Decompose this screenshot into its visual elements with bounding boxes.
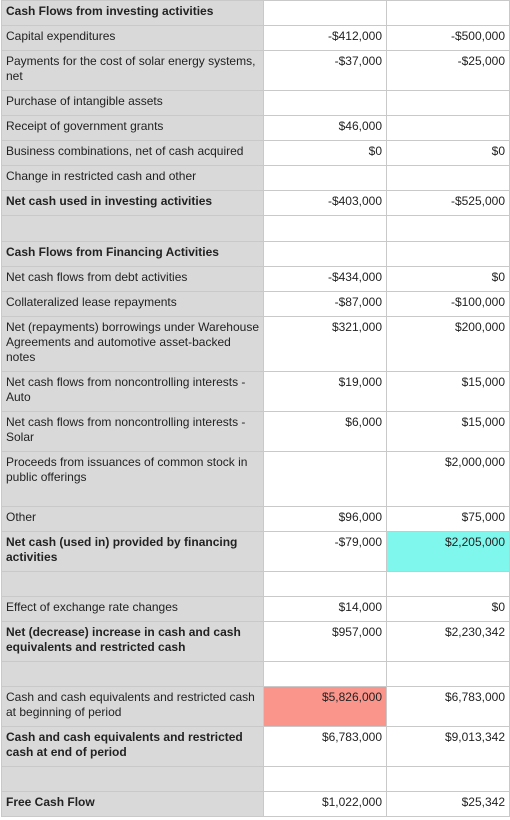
value-cell-col2[interactable]: -$500,000 — [387, 26, 510, 51]
value-cell-col2[interactable]: $15,000 — [387, 372, 510, 412]
table-row — [2, 317, 510, 372]
row-label-cell[interactable]: Payments for the cost of solar energy systems, net — [2, 51, 264, 91]
value-cell-col2[interactable]: $200,000 — [387, 317, 510, 372]
row-label-cell[interactable]: Net cash used in investing activities — [2, 191, 264, 216]
value-cell-col1[interactable]: -$434,000 — [264, 267, 387, 292]
row-label-cell[interactable]: Net (decrease) increase in cash and cash equivalents and restricted cash — [2, 622, 264, 662]
row-label-cell[interactable]: Purchase of intangible assets — [2, 91, 264, 116]
value-cell-col1[interactable]: -$412,000 — [264, 26, 387, 51]
value-cell-col1[interactable] — [264, 452, 387, 507]
value-cell-col1[interactable] — [264, 1, 387, 26]
value-cell-col1[interactable]: $6,783,000 — [264, 727, 387, 767]
table-row — [2, 412, 510, 452]
table-row — [2, 662, 510, 687]
value-cell-col2[interactable] — [387, 216, 510, 242]
value-cell-col2[interactable]: $2,230,342 — [387, 622, 510, 662]
value-cell-col2[interactable] — [387, 1, 510, 26]
table-row — [2, 267, 510, 292]
row-label-cell[interactable]: Capital expenditures — [2, 26, 264, 51]
table-row — [2, 191, 510, 216]
value-cell-col2[interactable]: $9,013,342 — [387, 727, 510, 767]
row-label-cell[interactable] — [2, 216, 264, 242]
table-row — [2, 507, 510, 532]
value-cell-col2[interactable]: -$525,000 — [387, 191, 510, 216]
row-label-cell[interactable]: Cash and cash equivalents and restricted cash at beginning of period — [2, 687, 264, 727]
value-cell-col2[interactable]: $0 — [387, 267, 510, 292]
table-row — [2, 116, 510, 141]
value-cell-col1[interactable]: $321,000 — [264, 317, 387, 372]
value-cell-col1[interactable]: $96,000 — [264, 507, 387, 532]
row-label-cell[interactable]: Net cash flows from noncontrolling interests - Auto — [2, 372, 264, 412]
table-row — [2, 767, 510, 792]
value-cell-col2[interactable] — [387, 767, 510, 792]
value-cell-col1[interactable]: $1,022,000 — [264, 792, 387, 817]
value-cell-col2[interactable] — [387, 116, 510, 141]
row-label-cell[interactable]: Effect of exchange rate changes — [2, 597, 264, 622]
value-cell-col1[interactable]: $14,000 — [264, 597, 387, 622]
value-cell-col2[interactable]: $15,000 — [387, 412, 510, 452]
row-label-cell[interactable]: Net cash (used in) provided by financing activities — [2, 532, 264, 572]
value-cell-col2[interactable]: $25,342 — [387, 792, 510, 817]
value-cell-col1[interactable]: $5,826,000 — [264, 687, 387, 727]
value-cell-col1[interactable] — [264, 91, 387, 116]
table-row — [2, 372, 510, 412]
value-cell-col1[interactable] — [264, 242, 387, 267]
sheet-body — [2, 1, 510, 817]
value-cell-col2[interactable] — [387, 242, 510, 267]
value-cell-col1[interactable]: -$37,000 — [264, 51, 387, 91]
value-cell-col2[interactable]: $75,000 — [387, 507, 510, 532]
value-cell-col2[interactable] — [387, 662, 510, 687]
value-cell-col1[interactable]: -$79,000 — [264, 532, 387, 572]
row-label-cell[interactable]: Net cash flows from noncontrolling interests - Solar — [2, 412, 264, 452]
value-cell-col2[interactable] — [387, 166, 510, 191]
value-cell-col1[interactable]: -$87,000 — [264, 292, 387, 317]
value-cell-col2[interactable]: $0 — [387, 141, 510, 166]
value-cell-col2[interactable]: $2,000,000 — [387, 452, 510, 507]
value-cell-col1[interactable]: -$403,000 — [264, 191, 387, 216]
value-cell-col2[interactable]: $6,783,000 — [387, 687, 510, 727]
table-row — [2, 292, 510, 317]
row-label-cell[interactable] — [2, 572, 264, 597]
row-label-cell[interactable]: Free Cash Flow — [2, 792, 264, 817]
table-row — [2, 26, 510, 51]
value-cell-col2[interactable] — [387, 91, 510, 116]
row-label-cell[interactable]: Net (repayments) borrowings under Warehouse Agreements and automotive asset-backed notes — [2, 317, 264, 372]
value-cell-col2[interactable]: $0 — [387, 597, 510, 622]
value-cell-col2[interactable] — [387, 572, 510, 597]
value-cell-col1[interactable]: $0 — [264, 141, 387, 166]
table-row — [2, 452, 510, 507]
table-row — [2, 242, 510, 267]
value-cell-col1[interactable]: $6,000 — [264, 412, 387, 452]
table-row — [2, 727, 510, 767]
table-row — [2, 687, 510, 727]
table-row — [2, 91, 510, 116]
value-cell-col2[interactable]: -$25,000 — [387, 51, 510, 91]
value-cell-col2[interactable]: $2,205,000 — [387, 532, 510, 572]
table-row — [2, 622, 510, 662]
row-label-cell[interactable]: Business combinations, net of cash acquired — [2, 141, 264, 166]
value-cell-col1[interactable] — [264, 767, 387, 792]
table-row — [2, 51, 510, 91]
table-row — [2, 532, 510, 572]
value-cell-col1[interactable] — [264, 662, 387, 687]
row-label-cell[interactable]: Receipt of government grants — [2, 116, 264, 141]
value-cell-col2[interactable]: -$100,000 — [387, 292, 510, 317]
value-cell-col1[interactable] — [264, 572, 387, 597]
table-row — [2, 597, 510, 622]
value-cell-col1[interactable]: $19,000 — [264, 372, 387, 412]
row-label-cell[interactable]: Cash Flows from Financing Activities — [2, 242, 264, 267]
value-cell-col1[interactable] — [264, 166, 387, 191]
table-row — [2, 572, 510, 597]
table-row — [2, 1, 510, 26]
table-row — [2, 216, 510, 242]
row-label-cell[interactable]: Cash and cash equivalents and restricted cash at end of period — [2, 727, 264, 767]
table-row — [2, 792, 510, 817]
value-cell-col1[interactable]: $46,000 — [264, 116, 387, 141]
row-label-cell[interactable]: Cash Flows from investing activities — [2, 1, 264, 26]
value-cell-col1[interactable] — [264, 216, 387, 242]
row-label-cell[interactable]: Net cash flows from debt activities — [2, 267, 264, 292]
row-label-cell[interactable]: Collateralized lease repayments — [2, 292, 264, 317]
row-label-cell[interactable]: Other — [2, 507, 264, 532]
row-label-cell[interactable] — [2, 767, 264, 792]
table-row — [2, 166, 510, 191]
cash-flow-sheet — [1, 0, 510, 817]
row-label-cell[interactable]: Change in restricted cash and other — [2, 166, 264, 191]
value-cell-col1[interactable]: $957,000 — [264, 622, 387, 662]
row-label-cell[interactable]: Proceeds from issuances of common stock in public offerings — [2, 452, 264, 507]
row-label-cell[interactable] — [2, 662, 264, 687]
table-row — [2, 141, 510, 166]
